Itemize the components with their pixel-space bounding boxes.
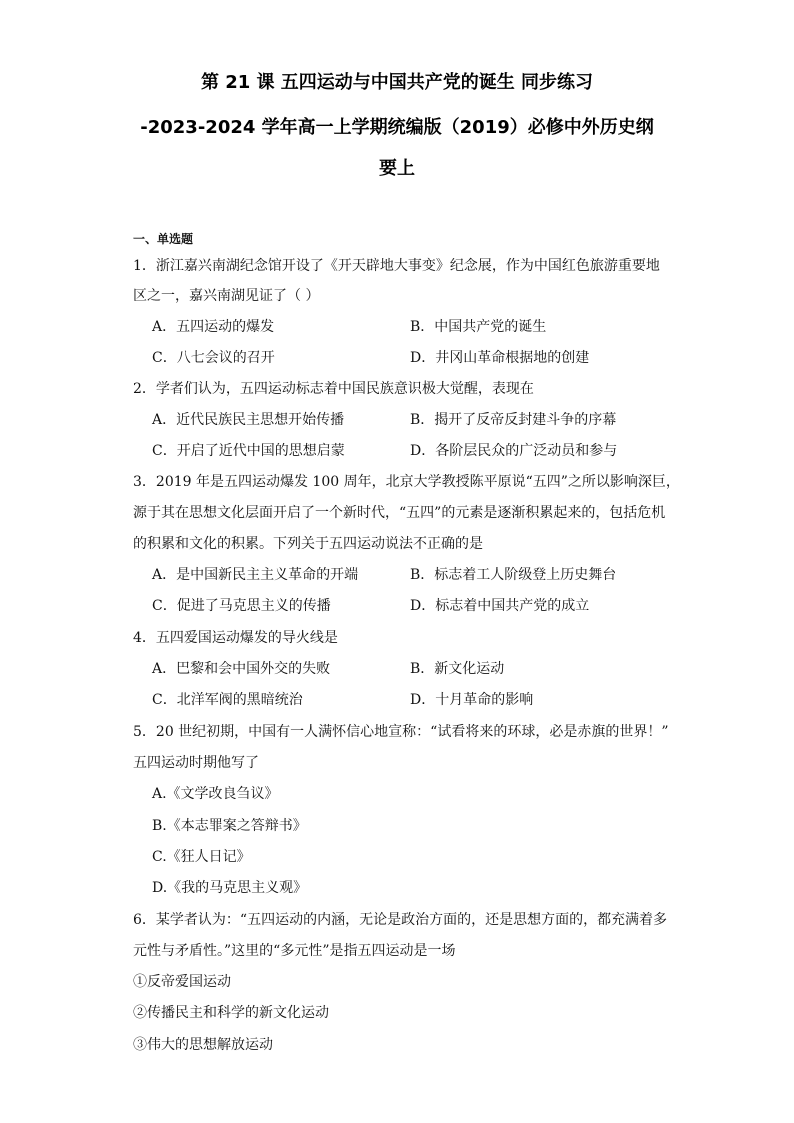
question-5-option-b: B.《本志罪案之答辩书》 <box>152 818 307 834</box>
question-2-option-b: B．揭开了反帝反封建斗争的序幕 <box>410 412 617 428</box>
question-1-stem-line-2: 区之一，嘉兴南湖见证了（ ） <box>133 288 320 304</box>
question-3-option-c: C．促进了马克思主义的传播 <box>152 598 331 614</box>
question-5-stem-line-1: 5．20 世纪初期，中国有一人满怀信心地宣称：“试看将来的环球，必是赤旗的世界！” <box>133 724 669 740</box>
question-1-option-b: B．中国共产党的诞生 <box>410 319 547 335</box>
question-4-option-b: B．新文化运动 <box>410 661 505 677</box>
question-3-option-d: D．标志着中国共产党的成立 <box>410 598 590 614</box>
question-6-statement-3: ③伟大的思想解放运动 <box>133 1037 273 1053</box>
question-3-stem-line-1: 3．2019 年是五四运动爆发 100 周年，北京大学教授陈平原说“五四”之所以影响深巨， <box>133 474 680 490</box>
question-3-option-a: A．是中国新民主主义革命的开端 <box>152 567 359 583</box>
question-2-stem-line-1: 2．学者们认为，五四运动标志着中国民族意识极大觉醒，表现在 <box>133 381 534 397</box>
question-2-option-c: C．开启了近代中国的思想启蒙 <box>152 443 345 459</box>
question-4-option-a: A．巴黎和会中国外交的失败 <box>152 661 331 677</box>
question-3-stem-line-2: 源于其在思想文化层面开启了一个新时代，“五四”的元素是逐渐积累起来的，包括危机 <box>133 505 666 521</box>
question-5-option-c: C.《狂人日记》 <box>152 849 251 865</box>
question-3-stem-line-3: 的积累和文化的积累。下列关于五四运动说法不正确的是 <box>133 536 483 552</box>
question-5-stem-line-2: 五四运动时期他写了 <box>133 755 259 771</box>
question-4-option-c: C．北洋军阀的黑暗统治 <box>152 692 303 708</box>
document-title-line-2: -2023-2024 学年高一上学期统编版（2019）必修中外历史纲 <box>140 117 654 138</box>
question-3-option-b: B．标志着工人阶级登上历史舞台 <box>410 567 617 583</box>
question-2-option-d: D．各阶层民众的广泛动员和参与 <box>410 443 618 459</box>
question-4-stem-line-1: 4．五四爱国运动爆发的导火线是 <box>133 630 338 646</box>
question-6-stem-line-2: 元性与矛盾性。”这里的“多元性”是指五四运动是一场 <box>133 943 456 959</box>
section-heading: 一、单选题 <box>133 232 194 246</box>
question-5-option-d: D.《我的马克思主义观》 <box>152 880 308 896</box>
question-6-stem-line-1: 6．某学者认为：“五四运动的内涵，无论是政治方面的，还是思想方面的，都充满着多 <box>133 912 668 928</box>
question-1-stem-line-1: 1．浙江嘉兴南湖纪念馆开设了《开天辟地大事变》纪念展，作为中国红色旅游重要地 <box>133 258 660 274</box>
question-1-option-c: C．八七会议的召开 <box>152 350 275 366</box>
question-1-option-d: D．井冈山革命根据地的创建 <box>410 350 590 366</box>
question-6-statement-2: ②传播民主和科学的新文化运动 <box>133 1005 329 1021</box>
question-1-option-a: A．五四运动的爆发 <box>152 319 275 335</box>
document-title-line-1: 第 21 课 五四运动与中国共产党的诞生 同步练习 <box>200 72 594 93</box>
question-6-statement-1: ①反帝爱国运动 <box>133 974 231 990</box>
question-2-option-a: A．近代民族民主思想开始传播 <box>152 412 345 428</box>
question-4-option-d: D．十月革命的影响 <box>410 692 534 708</box>
question-5-option-a: A.《文学改良刍议》 <box>152 786 279 802</box>
document-title-line-3: 要上 <box>379 158 415 179</box>
